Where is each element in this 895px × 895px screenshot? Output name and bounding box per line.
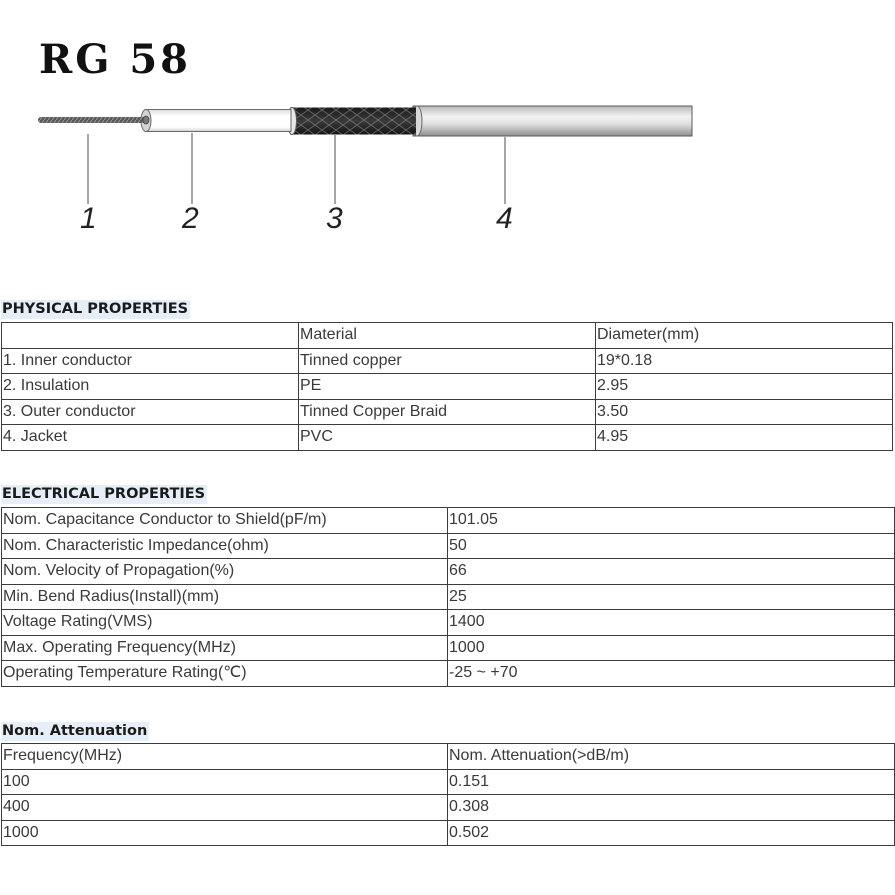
cable-cross-section-diagram	[0, 0, 895, 260]
value-cell: 1000	[448, 635, 895, 661]
attenuation-cell: 0.151	[448, 769, 895, 795]
value-cell: 101.05	[448, 508, 895, 534]
header-cell-frequency: Frequency(MHz)	[2, 744, 448, 770]
value-cell: 50	[448, 533, 895, 559]
table-row	[2, 635, 895, 661]
jacket-segment	[412, 106, 692, 136]
component-cell: 2. Insulation	[2, 374, 299, 400]
callout-number-3: 3	[326, 202, 343, 235]
property-cell: Max. Operating Frequency(MHz)	[2, 635, 448, 661]
header-cell-material: Material	[299, 323, 596, 349]
table-row	[2, 584, 895, 610]
electrical-properties-heading: ELECTRICAL PROPERTIES	[2, 486, 206, 502]
physical-properties-heading: PHYSICAL PROPERTIES	[2, 301, 189, 317]
attenuation-cell: 0.502	[448, 820, 895, 846]
table-header-row	[2, 323, 893, 349]
component-cell: 3. Outer conductor	[2, 399, 299, 425]
physical-properties-table	[1, 322, 893, 451]
material-cell: PE	[299, 374, 596, 400]
callout-number-2: 2	[182, 202, 199, 235]
table-row	[2, 610, 895, 636]
braid-segment	[288, 108, 417, 135]
attenuation-table	[1, 743, 895, 846]
table-row	[2, 820, 895, 846]
value-cell: 66	[448, 559, 895, 585]
diameter-cell: 4.95	[596, 425, 893, 451]
table-row	[2, 348, 893, 374]
frequency-cell: 1000	[2, 820, 448, 846]
header-cell	[2, 323, 299, 349]
property-cell: Min. Bend Radius(Install)(mm)	[2, 584, 448, 610]
material-cell: PVC	[299, 425, 596, 451]
table-row	[2, 399, 893, 425]
property-cell: Operating Temperature Rating(℃)	[2, 661, 448, 687]
inner-conductor-segment	[38, 116, 149, 124]
frequency-cell: 100	[2, 769, 448, 795]
table-row	[2, 425, 893, 451]
property-cell: Nom. Velocity of Propagation(%)	[2, 559, 448, 585]
table-header-row	[2, 744, 895, 770]
table-row	[2, 795, 895, 821]
property-cell: Nom. Capacitance Conductor to Shield(pF/m)	[2, 508, 448, 534]
diameter-cell: 3.50	[596, 399, 893, 425]
value-cell: 1400	[448, 610, 895, 636]
table-row	[2, 374, 893, 400]
property-cell: Voltage Rating(VMS)	[2, 610, 448, 636]
header-cell-attenuation: Nom. Attenuation(>dB/m)	[448, 744, 895, 770]
cable-title: RG 58	[39, 36, 191, 83]
table-row	[2, 661, 895, 687]
component-cell: 4. Jacket	[2, 425, 299, 451]
callout-number-4: 4	[496, 202, 513, 235]
value-cell: -25 ~ +70	[448, 661, 895, 687]
table-row	[2, 533, 895, 559]
value-cell: 25	[448, 584, 895, 610]
component-cell: 1. Inner conductor	[2, 348, 299, 374]
diameter-cell: 19*0.18	[596, 348, 893, 374]
material-cell: Tinned copper	[299, 348, 596, 374]
attenuation-heading: Nom. Attenuation	[2, 723, 148, 739]
property-cell: Nom. Characteristic Impedance(ohm)	[2, 533, 448, 559]
table-row	[2, 508, 895, 534]
frequency-cell: 400	[2, 795, 448, 821]
callout-number-1: 1	[80, 202, 97, 235]
table-row	[2, 559, 895, 585]
header-cell-diameter: Diameter(mm)	[596, 323, 893, 349]
diameter-cell: 2.95	[596, 374, 893, 400]
electrical-properties-table	[1, 507, 895, 687]
attenuation-cell: 0.308	[448, 795, 895, 821]
material-cell: Tinned Copper Braid	[299, 399, 596, 425]
insulation-segment	[141, 110, 291, 132]
table-row	[2, 769, 895, 795]
